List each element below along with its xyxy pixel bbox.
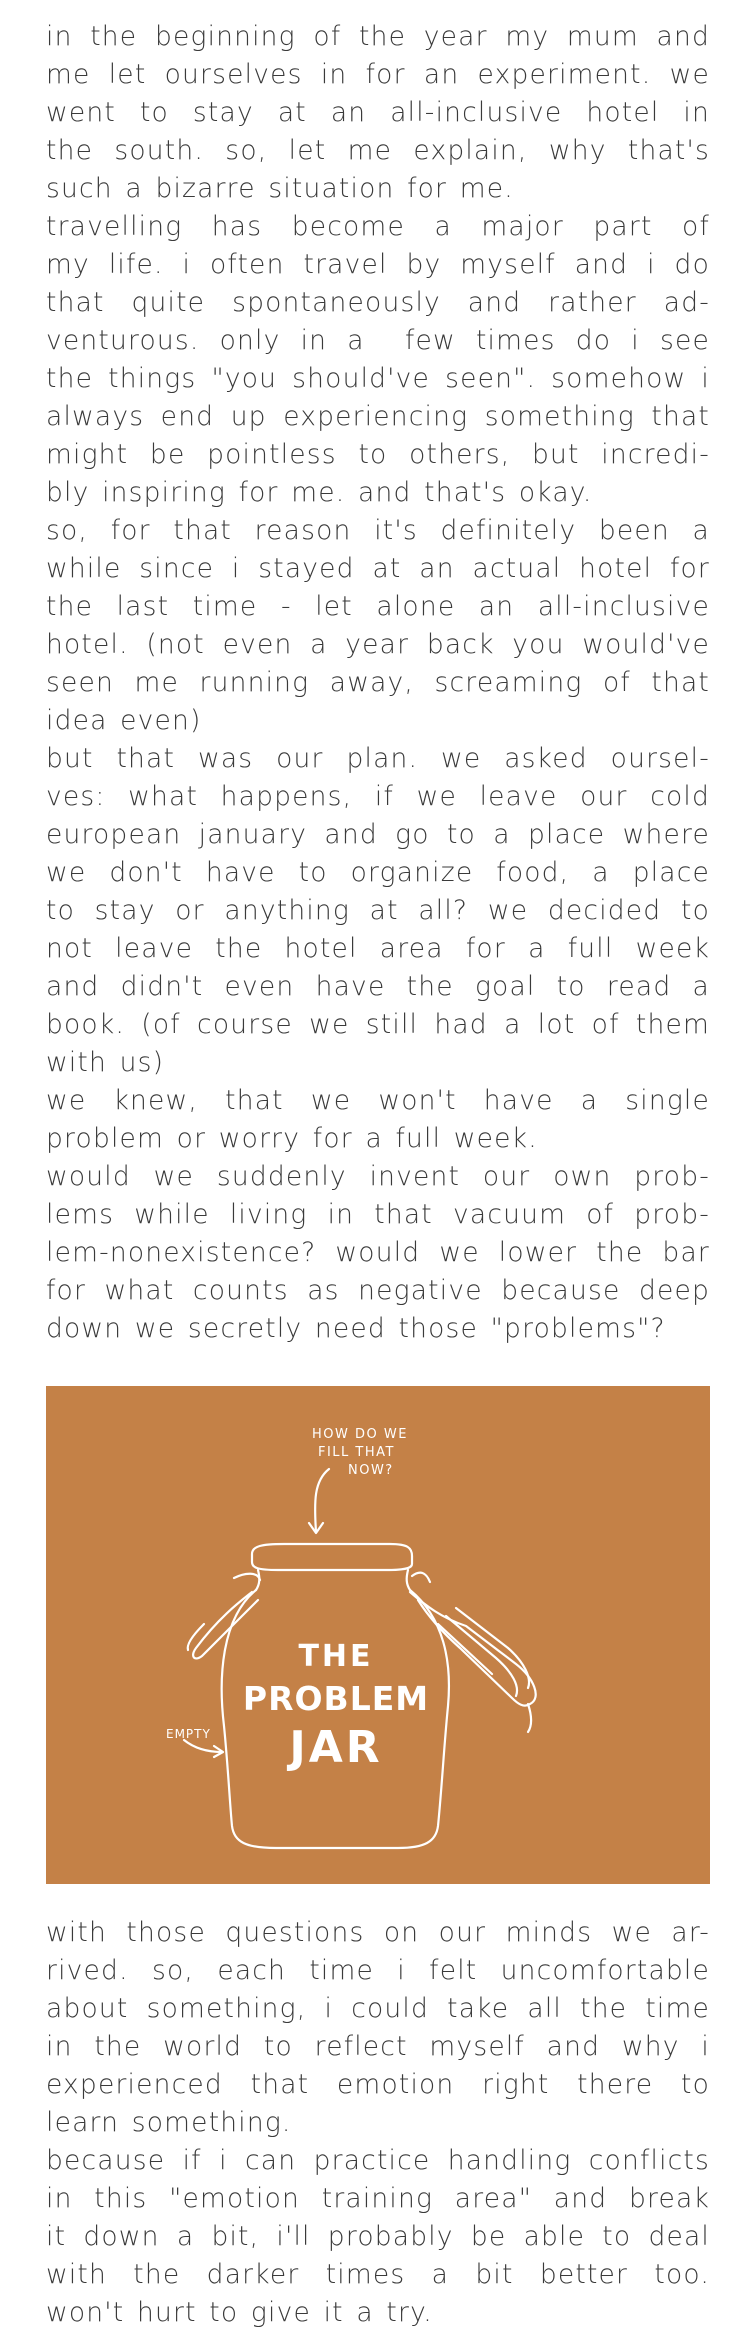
text-line: that quite spontaneously and rather ad- [46, 287, 710, 318]
jar-illustration-icon [46, 1386, 710, 1884]
text-line: because if i can practice handling conflicts [46, 2145, 710, 2176]
text-line: book. (of course we still had a lot of them [46, 1009, 710, 1040]
text-line: venturous. only in a few times do i see [46, 325, 710, 356]
text-line: might be pointless to others, but incredi- [46, 439, 710, 470]
text-line: european january and go to a place where [46, 819, 710, 850]
text-line: bly inspiring for me. and that's okay. [46, 477, 593, 508]
text-line: with the darker times a bit better too. [46, 2259, 710, 2290]
jar-label-the: THE [298, 1639, 374, 1674]
text-line: to stay or anything at all? we decided to [46, 895, 710, 926]
text-line: me let ourselves in for an experiment. we [46, 59, 710, 90]
text-line: lems while living in that vacuum of prob- [46, 1199, 710, 1230]
text-line: lem-nonexistence? would we lower the bar [46, 1237, 710, 1268]
text-line: the last time - let alone an all-inclusive [46, 591, 710, 622]
paragraph-intro [46, 18, 710, 208]
jar-body [222, 1590, 449, 1848]
text-line: experienced that emotion right there to [46, 2069, 710, 2100]
text-line: rived. so, each time i felt uncomfortable [46, 1955, 710, 1986]
jar-lid [252, 1544, 412, 1570]
text-line: the things "you should've seen". somehow i [46, 363, 710, 394]
text-line: learn something. [46, 2107, 292, 2138]
problem-jar-illustration [46, 1386, 710, 1884]
text-line: travelling has become a major part of [46, 211, 710, 242]
text-line: it down a bit, i'll probably be able to deal [46, 2221, 710, 2252]
paragraph-hotel [46, 512, 710, 740]
question-line-2: FILL THAT [318, 1445, 395, 1460]
text-line: such a bizarre situation for me. [46, 173, 514, 204]
text-line: about something, i could take all the time [46, 1993, 710, 2024]
text-line: hotel. (not even a year back you would've [46, 629, 710, 660]
text-line: always end up experiencing something that [46, 401, 710, 432]
text-line: ves: what happens, if we leave our cold [46, 781, 710, 812]
text-line: so, for that reason it's definitely been a [46, 515, 710, 546]
text-line: in the beginning of the year my mum and [46, 21, 710, 52]
question-line-1: HOW DO WE [312, 1427, 408, 1442]
text-line: seen me running away, screaming of that [46, 667, 710, 698]
text-line: down we secretly need those "problems"? [46, 1313, 666, 1344]
text-line: with those questions on our minds we ar- [46, 1917, 710, 1948]
paragraph-questions [46, 1158, 710, 1348]
text-line: for what counts as negative because deep [46, 1275, 710, 1306]
empty-arrow [184, 1740, 222, 1752]
text-line: not leave the hotel area for a full week [46, 933, 710, 964]
text-line: won't hurt to give it a try. [46, 2297, 433, 2328]
text-line: with us) [46, 1047, 165, 1078]
paragraph-travelling [46, 208, 710, 512]
jar-label-jar: JAR [289, 1722, 383, 1773]
paragraph-plan [46, 740, 710, 1082]
paragraph-arrived [46, 1914, 710, 2142]
paragraph-training [46, 2142, 710, 2332]
text-line: while since i stayed at an actual hotel for [46, 553, 710, 584]
text-line: in the world to reflect myself and why i [46, 2031, 710, 2062]
text-line: went to stay at an all-inclusive hotel in [46, 97, 710, 128]
text-line: my life. i often travel by myself and i do [46, 249, 710, 280]
paragraph-no-problems [46, 1082, 710, 1158]
text-line: problem or worry for a full week. [46, 1123, 538, 1154]
text-line: and didn't even have the goal to read a [46, 971, 710, 1002]
text-line: idea even) [46, 705, 202, 736]
text-line: in this "emotion training area" and break [46, 2183, 710, 2214]
text-line: would we suddenly invent our own prob- [46, 1161, 710, 1192]
text-line: the south. so, let me explain, why that's [46, 135, 710, 166]
empty-label: EMPTY [166, 1727, 211, 1741]
text-line: but that was our plan. we asked oursel- [46, 743, 710, 774]
text-line: we don't have to organize food, a place [46, 857, 710, 888]
question-line-3: NOW? [348, 1463, 394, 1478]
text-line: we knew, that we won't have a single [46, 1085, 710, 1116]
jar-label-problem: PROBLEM [242, 1679, 430, 1718]
